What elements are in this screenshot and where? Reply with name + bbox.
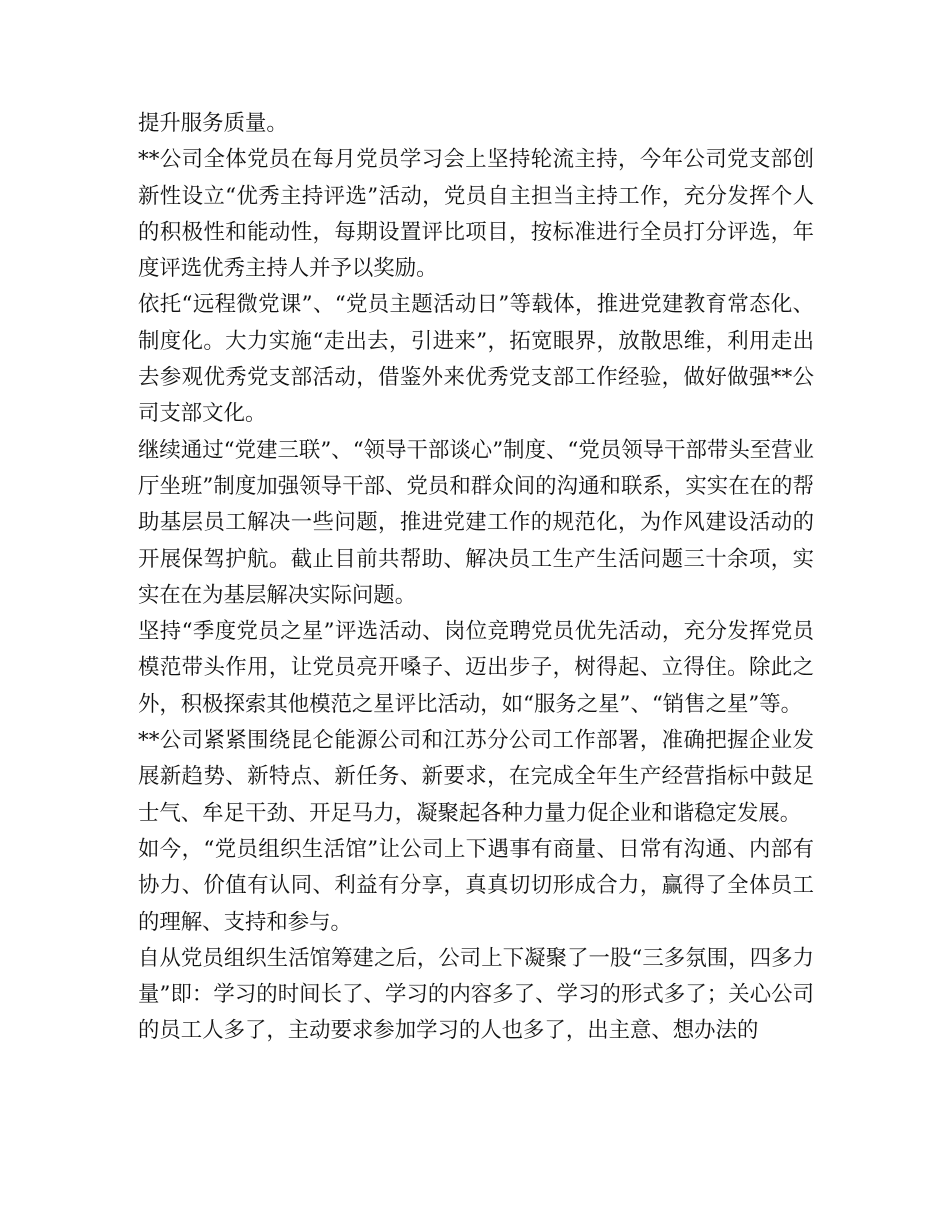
paragraph-life-hall: 如今，“党员组织生活馆”让公司上下遇事有商量、日常有沟通、内部有协力、价值有认同、利益有分享，真真切切形成合力，赢得了全体员工的理解、支持和参与。 [138,836,814,935]
paragraph-rotating-host: **公司全体党员在每月党员学习会上坚持轮流主持，今年公司党支部创新性设立“优秀主持评选”活动，党员自主担当主持工作，充分发挥个人的积极性和能动性，每期设置评比项目，按标准进行全员打分评选，年度评选优秀主持人并予以奖励。 [138,147,814,282]
document-page [138,106,814,1050]
paragraph-service-quality: 提升服务质量。 [138,111,288,136]
paragraph-three-four-more: 自从党员组织生活馆筹建之后，公司上下凝聚了一股“三多氛围，四多力量”即：学习的时间长了、学习的内容多了、学习的形式多了；关心公司的员工人多了，主动要求参加学习的人也多了，出主意、想办法的 [138,945,814,1044]
paragraph-remote-micro-lesson: 依托“远程微党课”、“党员主题活动日”等载体，推进党建教育常态化、制度化。大力实施“走出去，引进来”，拓宽眼界，放散思维，利用走出去参观优秀党支部活动，借鉴外来优秀党支部工作经验，做好做强**公司支部文化。 [138,292,814,427]
paragraph-party-building-links: 继续通过“党建三联”、“领导干部谈心”制度、“党员领导干部带头至营业厅坐班”制度加强领导干部、党员和群众间的沟通和联系，实实在在的帮助基层员工解决一些问题，推进党建工作的规范化，为作风建设活动的开展保驾护航。截止目前共帮助、解决员工生产生活问题三十余项，实实在在为基层解决实际问题。 [138,437,814,608]
paragraph-company-deployment: **公司紧紧围绕昆仑能源公司和江苏分公司工作部署，准确把握企业发展新趋势、新特点、新任务、新要求，在完成全年生产经营指标中鼓足士气、牟足干劲、开足马力，凝聚起各种力量力促企业和谐稳定发展。 [138,728,814,826]
paragraph-quarterly-star: 坚持“季度党员之星”评选活动、岗位竞聘党员优先活动，充分发挥党员模范带头作用，让党员亮开嗓子、迈出步子，树得起、立得住。除此之外，积极探索其他模范之星评比活动，如“服务之星”、“销售之星”等。 [138,619,814,717]
